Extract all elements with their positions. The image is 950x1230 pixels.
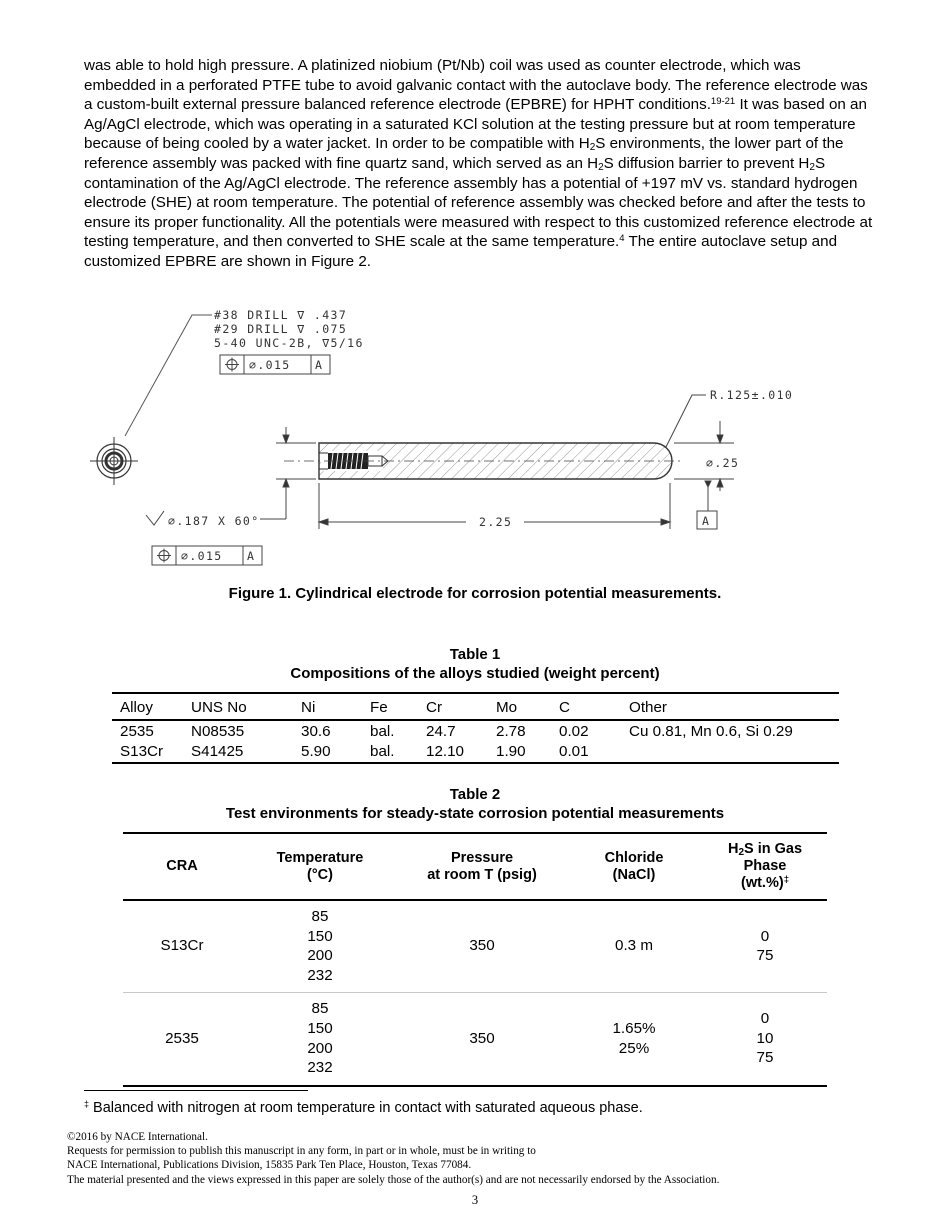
electrode-drawing <box>84 303 814 573</box>
paragraph-text: was able to hold high pressure. A platinized niobium (Pt/Nb) coil was used as counter electrode, which was embedded in a perforated PTFE tube to avoid galvanic contact with the autoclave body. The reference electrode was a custom-built external pressure balanced reference electrode (EPBRE) for HPHT conditions. <box>84 57 868 114</box>
column-header: UNS No <box>183 693 293 720</box>
table2-title: Table 2 Test environments for steady-state corrosion potential measurements <box>225 786 725 822</box>
column-header: Mo <box>488 693 551 720</box>
subscript: 2 <box>598 161 604 173</box>
end-view <box>90 437 138 485</box>
table-row: 2535 N08535 30.6 bal. 24.7 2.78 0.02 Cu 0.81, Mn 0.6, Si 0.29 <box>120 723 793 740</box>
subscript: 2 <box>809 161 815 173</box>
feature-control-frame-bottom <box>152 546 262 565</box>
svg-text:A: A <box>702 514 711 528</box>
body-paragraph <box>84 56 874 272</box>
column-header: Pressure at room T (psig) <box>399 833 565 900</box>
diameter-label: ⌀.25 <box>706 456 740 470</box>
drill-spec-1: #38 DRILL ∇ .437 <box>214 308 348 322</box>
fcf-tolerance: ⌀.015 <box>249 358 291 372</box>
table-row: 2535 85 150 200 232 350 1.65% 25% 0 10 75 <box>123 993 827 1086</box>
column-header: Fe <box>362 693 418 720</box>
copyright-notice: ©2016 by NACE International. Requests for permission to publish this manuscript in any form, in part or in whole, must be in writing to NACE International, Publications Division, 15835 Park Ten Place, Houston, Texas 77084. The material presented and the views expressed in this paper are solely those of the author(s) and are not necessarily endorsed by the Association. <box>67 1131 720 1186</box>
paragraph-text: S diffusion barrier to prevent H <box>603 154 810 172</box>
table-header-row <box>123 833 827 900</box>
drill-spec-2: #29 DRILL ∇ .075 <box>214 322 348 336</box>
table-row: S13Cr 85 150 200 232 350 0.3 m 0 75 <box>123 900 827 993</box>
fcf-datum: A <box>315 358 324 372</box>
table-row: S13Cr S41425 5.90 bal. 12.10 1.90 0.01 <box>112 742 839 764</box>
page-number: 3 <box>471 1193 479 1207</box>
test-environment-table <box>123 832 827 1087</box>
table1-title: Table 1 Compositions of the alloys studied (weight percent) <box>290 646 660 682</box>
datum-a-box <box>697 511 717 529</box>
chamfer-label: ⌀.187 X 60° <box>168 514 260 528</box>
column-header: Ni <box>293 693 362 720</box>
electrode-rod <box>284 443 684 479</box>
figure-caption: Figure 1. Cylindrical electrode for corrosion potential measurements. <box>228 585 722 602</box>
alloy-composition-table <box>112 692 839 764</box>
paragraph-text: S environments, the lower part of the reference assembly was packed with fine quartz sand, which served as an H <box>84 135 844 172</box>
footnote-divider <box>84 1090 308 1091</box>
column-header: CRA <box>123 833 241 900</box>
column-header: Chloride (NaCl) <box>565 833 703 900</box>
column-header: Other <box>621 693 839 720</box>
paragraph-text: It was based on an Ag/AgCl electrode, which was operating in a saturated KCl solution at the testing pressure but at room temperature because of being cooled by a water jacket. In order to be compatible with H <box>84 96 867 153</box>
citation-ref: 19-21 <box>710 96 736 108</box>
table-header-row <box>112 693 839 720</box>
column-header: Alloy <box>112 693 183 720</box>
footnote: ‡ Balanced with nitrogen at room temperature in contact with saturated aqueous phase. <box>84 1099 643 1116</box>
leader-line <box>125 315 212 436</box>
feature-control-frame-top <box>220 355 330 374</box>
column-header: C <box>551 693 621 720</box>
column-header: $H_2S$ in Gas Phase (wt.%)‡ <box>703 833 827 900</box>
fcf-datum: A <box>247 549 256 563</box>
paragraph-text: The entire autoclave setup and customized EPBRE are shown in Figure 2. <box>84 233 838 270</box>
chamfer-callout <box>146 511 260 528</box>
left-dimension <box>260 427 316 519</box>
thread-spec: 5-40 UNC-2B, ∇5/16 <box>214 336 364 350</box>
column-header: Cr <box>418 693 488 720</box>
citation-ref: 4 <box>619 233 625 245</box>
fcf-tolerance: ⌀.015 <box>181 549 223 563</box>
paragraph-text: S contamination of the Ag/AgCl electrode. The reference assembly has a potential of +197 mV vs. standard hydrogen electrode (SHE) at room temperature. The potential of reference assembly was checked before and after the tests to ensure its proper functionality. All the potentials were measured with respect to this customized reference electrode at testing temperature, and then converted to SHE scale at the same temperature. <box>84 154 873 251</box>
radius-label: R.125±.010 <box>710 388 794 402</box>
subscript: 2 <box>589 142 596 154</box>
column-header: Temperature (°C) <box>241 833 399 900</box>
length-label: 2.25 <box>479 515 513 529</box>
radius-leader <box>666 395 706 447</box>
